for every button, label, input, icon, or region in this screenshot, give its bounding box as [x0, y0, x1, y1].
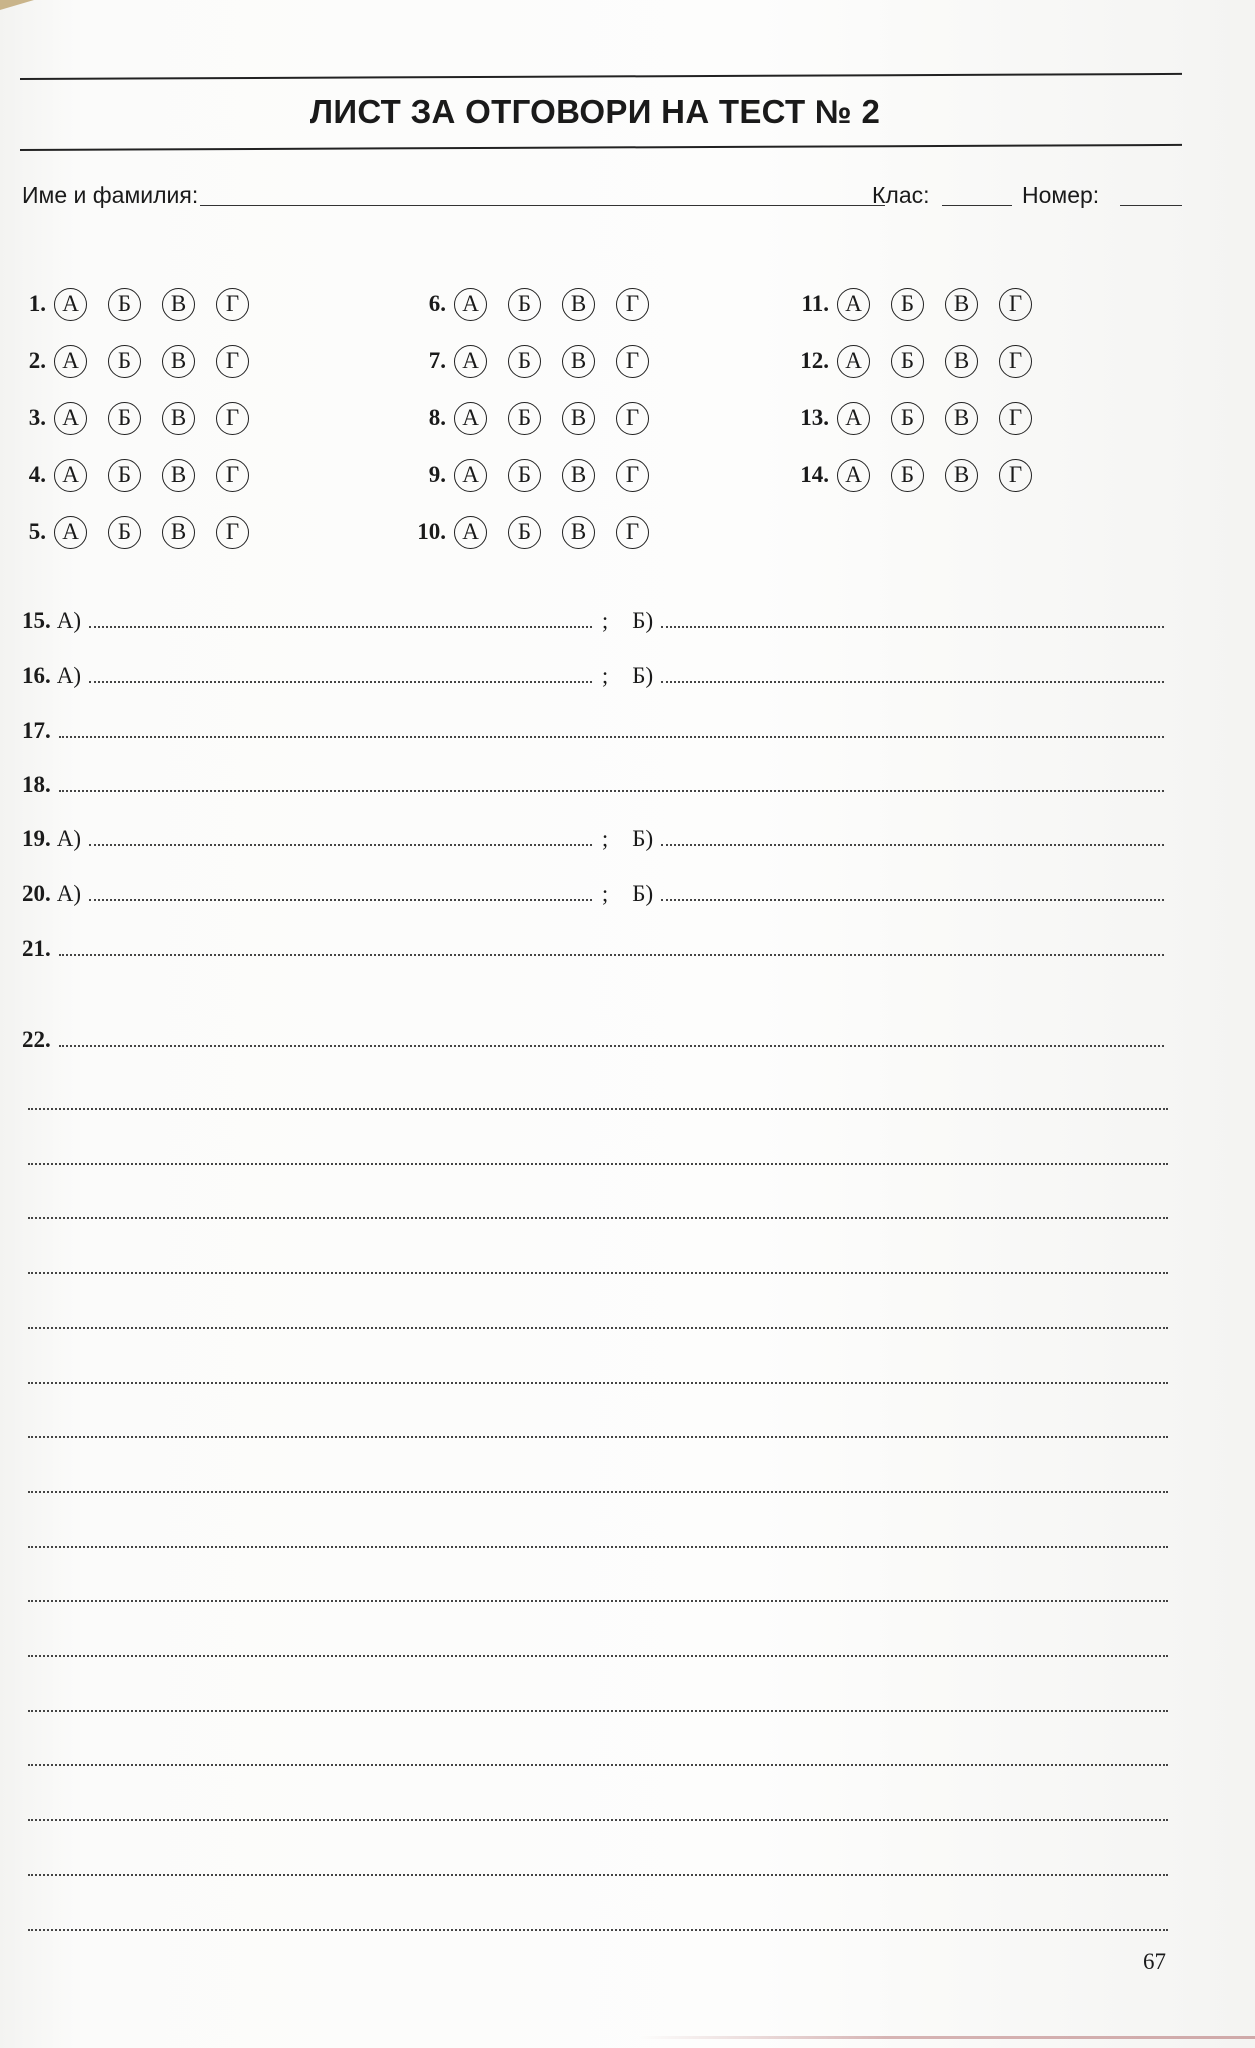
answer-bubble[interactable]: В	[562, 402, 595, 435]
question-number: 6.	[428, 291, 446, 316]
writing-line[interactable]	[28, 1819, 1168, 1821]
answer-bubble[interactable]: Б	[891, 288, 924, 321]
writing-line[interactable]	[28, 1327, 1168, 1329]
mc-question-3	[0, 396, 249, 440]
question-number: 21.	[22, 936, 51, 961]
answer-bubble[interactable]: А	[54, 402, 87, 435]
answer-field[interactable]	[59, 790, 1164, 792]
answer-bubble[interactable]: А	[454, 516, 487, 549]
question-number: 15.	[22, 608, 51, 633]
answer-bubble[interactable]: А	[454, 459, 487, 492]
answer-bubble[interactable]: А	[454, 288, 487, 321]
page-edge-shadow	[640, 2036, 1255, 2039]
number-field[interactable]	[1120, 205, 1182, 206]
part-b-label: Б)	[632, 881, 654, 906]
question-21-line	[22, 928, 1170, 962]
question-15-line	[22, 600, 1170, 634]
answer-field[interactable]	[59, 954, 1164, 956]
mc-question-13	[783, 396, 1032, 440]
answer-options	[454, 345, 649, 378]
answer-bubble[interactable]: Г	[999, 402, 1032, 435]
question-number: 7.	[428, 348, 446, 373]
answer-bubble[interactable]: Б	[891, 459, 924, 492]
question-19-line	[22, 818, 1170, 852]
answer-field[interactable]	[59, 1045, 1164, 1047]
answer-bubble[interactable]: Г	[999, 345, 1032, 378]
answer-options	[454, 402, 649, 435]
question-number: 11.	[801, 291, 829, 316]
answer-bubble[interactable]: Б	[891, 402, 924, 435]
answer-options	[54, 459, 249, 492]
answer-bubble[interactable]: Б	[108, 402, 141, 435]
answer-field[interactable]	[59, 736, 1164, 738]
part-a-label: А)	[56, 881, 82, 906]
mc-question-2	[0, 339, 249, 383]
answer-bubble[interactable]: А	[454, 345, 487, 378]
answer-bubble[interactable]: Г	[616, 402, 649, 435]
answer-bubble[interactable]: В	[945, 288, 978, 321]
question-number: 3.	[28, 405, 46, 430]
answer-bubble[interactable]: В	[162, 402, 195, 435]
answer-options	[54, 516, 249, 549]
writing-line[interactable]	[28, 1546, 1168, 1548]
question-22-line	[22, 1019, 1170, 1053]
answer-bubble[interactable]: Б	[108, 345, 141, 378]
separator: ;	[601, 826, 609, 851]
answer-bubble[interactable]: Г	[616, 516, 649, 549]
answer-bubble[interactable]: В	[162, 288, 195, 321]
answer-bubble[interactable]: Б	[508, 288, 541, 321]
answer-field-a[interactable]	[89, 844, 592, 846]
question-number: 12.	[800, 348, 829, 373]
part-a-label: А)	[56, 663, 82, 688]
answer-bubble[interactable]: Г	[216, 402, 249, 435]
number-label: Номер:	[1022, 182, 1100, 208]
page-number: 67	[1143, 1949, 1166, 1974]
question-18-line	[22, 764, 1170, 798]
answer-bubble[interactable]: Б	[508, 402, 541, 435]
writing-line[interactable]	[28, 1272, 1168, 1274]
answer-bubble[interactable]: Б	[508, 516, 541, 549]
separator: ;	[601, 881, 609, 906]
question-number: 8.	[428, 405, 446, 430]
writing-line[interactable]	[28, 1874, 1168, 1876]
answer-options	[837, 402, 1032, 435]
answer-bubble[interactable]: А	[54, 459, 87, 492]
mc-question-10	[400, 510, 649, 554]
answer-options	[837, 459, 1032, 492]
writing-line[interactable]	[28, 1710, 1168, 1712]
answer-bubble[interactable]: В	[562, 288, 595, 321]
mc-question-14	[783, 453, 1032, 497]
answer-bubble[interactable]: Г	[616, 345, 649, 378]
answer-field-a[interactable]	[89, 626, 592, 628]
question-16-line	[22, 655, 1170, 689]
question-number: 5.	[28, 519, 46, 544]
answer-bubble[interactable]: А	[837, 459, 870, 492]
answer-bubble[interactable]: Б	[508, 459, 541, 492]
writing-line[interactable]	[28, 1217, 1168, 1219]
answer-bubble[interactable]: А	[54, 288, 87, 321]
answer-bubble[interactable]: Г	[216, 288, 249, 321]
answer-bubble[interactable]: Б	[108, 516, 141, 549]
question-number: 14.	[800, 462, 829, 487]
question-number: 13.	[800, 405, 829, 430]
writing-line[interactable]	[28, 1491, 1168, 1493]
answer-bubble[interactable]: А	[454, 402, 487, 435]
class-label: Клас:	[872, 182, 930, 208]
answer-bubble[interactable]: Г	[999, 288, 1032, 321]
question-number: 19.	[22, 826, 51, 851]
separator: ;	[601, 663, 609, 688]
part-b-label: Б)	[632, 663, 654, 688]
question-number: 16.	[22, 663, 51, 688]
answer-bubble[interactable]: Б	[508, 345, 541, 378]
question-17-line	[22, 710, 1170, 744]
mc-question-12	[783, 339, 1032, 383]
part-b-label: Б)	[632, 608, 654, 633]
answer-bubble[interactable]: В	[562, 459, 595, 492]
answer-bubble[interactable]: В	[162, 345, 195, 378]
answer-field-a[interactable]	[89, 899, 592, 901]
mc-question-7	[400, 339, 649, 383]
corner-tab-mark	[0, 0, 34, 10]
question-number: 17.	[22, 718, 51, 743]
question-20-line	[22, 873, 1170, 907]
answer-bubble[interactable]: Г	[216, 516, 249, 549]
answer-field-b[interactable]	[661, 844, 1164, 846]
writing-line[interactable]	[28, 1436, 1168, 1438]
answer-field-a[interactable]	[89, 681, 592, 683]
answer-bubble[interactable]: Г	[616, 288, 649, 321]
answer-bubble[interactable]: А	[837, 345, 870, 378]
part-a-label: А)	[56, 826, 82, 851]
answer-options	[454, 516, 649, 549]
question-number: 9.	[428, 462, 446, 487]
answer-bubble[interactable]: В	[945, 459, 978, 492]
answer-field-b[interactable]	[661, 626, 1164, 628]
name-field[interactable]	[200, 205, 885, 206]
answer-bubble[interactable]: В	[562, 345, 595, 378]
answer-options	[54, 288, 249, 321]
question-number: 22.	[22, 1027, 51, 1052]
answer-bubble[interactable]: А	[837, 288, 870, 321]
answer-bubble[interactable]: А	[54, 345, 87, 378]
writing-line[interactable]	[28, 1163, 1168, 1165]
writing-line[interactable]	[28, 1382, 1168, 1384]
answer-bubble[interactable]: Г	[999, 459, 1032, 492]
question-number: 1.	[28, 291, 46, 316]
part-a-label: А)	[56, 608, 82, 633]
writing-line[interactable]	[28, 1655, 1168, 1657]
answer-bubble[interactable]: В	[945, 402, 978, 435]
answer-bubble[interactable]: В	[162, 459, 195, 492]
mc-question-8	[400, 396, 649, 440]
question-number: 20.	[22, 881, 51, 906]
answer-bubble[interactable]: А	[837, 402, 870, 435]
answer-options	[54, 402, 249, 435]
answer-options	[837, 288, 1032, 321]
answer-bubble[interactable]: Б	[108, 459, 141, 492]
answer-options	[454, 288, 649, 321]
mc-question-9	[400, 453, 649, 497]
answer-bubble[interactable]: Г	[616, 459, 649, 492]
question-number: 18.	[22, 772, 51, 797]
answer-bubble[interactable]: А	[54, 516, 87, 549]
class-field[interactable]	[942, 205, 1012, 206]
answer-options	[54, 345, 249, 378]
part-b-label: Б)	[632, 826, 654, 851]
answer-bubble[interactable]: Г	[216, 345, 249, 378]
answer-field-b[interactable]	[661, 681, 1164, 683]
mc-question-11	[783, 282, 1032, 326]
page-title: ЛИСТ ЗА ОТГОВОРИ НА ТЕСТ № 2	[309, 93, 881, 130]
question-number: 4.	[28, 462, 46, 487]
mc-question-6	[400, 282, 649, 326]
answer-options	[454, 459, 649, 492]
mc-question-1	[0, 282, 249, 326]
writing-line[interactable]	[28, 1929, 1168, 1931]
answer-bubble[interactable]: В	[945, 345, 978, 378]
separator: ;	[601, 608, 609, 633]
answer-bubble[interactable]: В	[162, 516, 195, 549]
answer-bubble[interactable]: Б	[108, 288, 141, 321]
writing-line[interactable]	[28, 1108, 1168, 1110]
student-info-row	[22, 180, 1182, 214]
mc-question-5	[0, 510, 249, 554]
answer-field-b[interactable]	[661, 899, 1164, 901]
answer-bubble[interactable]: Б	[891, 345, 924, 378]
question-number: 10.	[417, 519, 446, 544]
name-label: Име и фамилия:	[22, 182, 199, 208]
mc-question-4	[0, 453, 249, 497]
answer-bubble[interactable]: В	[562, 516, 595, 549]
answer-bubble[interactable]: Г	[216, 459, 249, 492]
writing-line[interactable]	[28, 1600, 1168, 1602]
question-number: 2.	[28, 348, 46, 373]
writing-line[interactable]	[28, 1764, 1168, 1766]
answer-options	[837, 345, 1032, 378]
